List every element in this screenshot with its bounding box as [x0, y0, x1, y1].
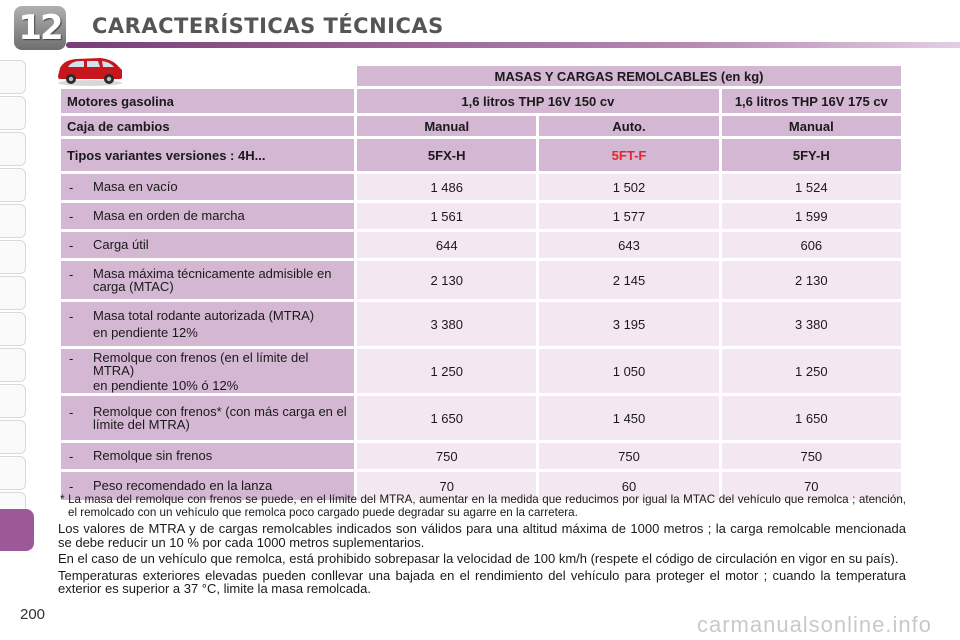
chapter-tab[interactable] — [0, 276, 26, 310]
page-number: 200 — [20, 606, 46, 623]
row-sub-label: en pendiente 12% — [93, 325, 198, 340]
chapter-tab[interactable] — [0, 132, 26, 166]
chapter-tab-active[interactable] — [0, 509, 34, 551]
chapter-tab[interactable] — [0, 420, 26, 454]
gearbox-auto: Auto. — [539, 116, 718, 136]
row-value: 1 450 — [539, 396, 718, 440]
row-value: 606 — [722, 232, 901, 258]
row-value: 1 577 — [539, 203, 718, 229]
row-label-text: Remolque sin frenos — [93, 447, 213, 463]
note-paragraph: Temperaturas exteriores elevadas pueden conllevar una bajada en el rendimiento del vehículo para proteger el motor ; cuando la temperatura exterior es superior a 37 °C, limite la masa remolcada. — [58, 567, 906, 596]
row-label — [61, 174, 354, 200]
row-dash: - — [69, 267, 74, 282]
chapter-tab[interactable] — [0, 348, 26, 382]
row-label-line — [67, 351, 348, 377]
row-value: 3 380 — [357, 302, 536, 346]
note-paragraph: Los valores de MTRA y de cargas remolcables indicados son válidos para una altitud máxima de 1000 metros ; la carga remolcable mencionada se debe reducir un 10 % por cada 1000 metros suplementarios. — [58, 521, 906, 550]
table-row — [61, 174, 901, 200]
notes — [58, 494, 906, 599]
row-label-text: Masa en vacío — [93, 178, 178, 194]
page-title: CARACTERÍSTICAS TÉCNICAS — [92, 14, 444, 38]
engine-150-header: 1,6 litros THP 16V 150 cv — [357, 89, 719, 113]
row-value: 1 250 — [722, 349, 901, 393]
variant-5fx-h: 5FX-H — [357, 139, 536, 171]
row-dash: - — [69, 448, 74, 464]
chapter-tab[interactable] — [0, 60, 26, 94]
footnote: * La masa del remolque con frenos se puede, en el límite del MTRA, aumentar en la medida que reducimos por igual la MTAC del vehículo que remolca ; atención, el remolcado con un vehículo que remolca poco cargado puede degradar su agarre en la carretera. — [60, 493, 906, 519]
gearbox-label: Caja de cambios — [61, 116, 354, 136]
chapter-tab[interactable] — [0, 312, 26, 346]
row-dash: - — [69, 405, 74, 420]
row-dash: - — [69, 478, 74, 494]
table-row — [61, 396, 901, 440]
row-label-line — [67, 267, 348, 293]
row-label-text: Masa total rodante autorizada (MTRA) — [93, 308, 315, 323]
table-row — [61, 302, 901, 346]
row-value: 2 130 — [357, 261, 536, 299]
row-label-text: Remolque con frenos (en el límite del MTRA) — [93, 349, 309, 378]
row-value: 750 — [539, 443, 718, 469]
chapter-tab[interactable] — [0, 168, 26, 202]
row-value: 2 130 — [722, 261, 901, 299]
variants-label: Tipos variantes versiones : 4H... — [61, 139, 354, 171]
chapter-tab[interactable] — [0, 96, 26, 130]
table-row — [61, 203, 901, 229]
chapter-tab[interactable] — [0, 456, 26, 490]
table-title: MASAS Y CARGAS REMOLCABLES (en kg) — [357, 66, 901, 86]
gearbox-manual-2: Manual — [722, 116, 901, 136]
row-label — [61, 302, 354, 346]
row-dash: - — [69, 350, 74, 366]
towing-weights-table — [58, 63, 904, 503]
row-label — [61, 261, 354, 299]
row-value: 643 — [539, 232, 718, 258]
chapter-tab[interactable] — [0, 204, 26, 238]
row-label-line — [67, 309, 348, 324]
table-body — [61, 174, 901, 500]
table-row — [61, 261, 901, 299]
row-label — [61, 232, 354, 258]
gearbox-manual-1: Manual — [357, 116, 536, 136]
row-label-line — [67, 209, 348, 224]
variant-5fy-h: 5FY-H — [722, 139, 901, 171]
row-value: 644 — [357, 232, 536, 258]
row-value: 1 486 — [357, 174, 536, 200]
row-value: 1 650 — [722, 396, 901, 440]
chapter-tab[interactable] — [0, 384, 26, 418]
row-value: 1 050 — [539, 349, 718, 393]
row-label — [61, 396, 354, 440]
row-value: 1 502 — [539, 174, 718, 200]
row-label-text: Peso recomendado en la lanza — [93, 477, 273, 493]
watermark: carmanualsonline.info — [696, 612, 932, 637]
row-sub-label: en pendiente 10% ó 12% — [93, 377, 239, 393]
row-label-text: Masa máxima técnicamente admisible en carga (MTAC) — [93, 266, 332, 294]
row-label-text: Masa en orden de marcha — [93, 207, 245, 223]
row-label-line — [67, 449, 348, 464]
row-value: 2 145 — [539, 261, 718, 299]
row-label-line — [67, 238, 348, 253]
header-rule — [66, 42, 960, 48]
row-value: 3 380 — [722, 302, 901, 346]
row-dash: - — [69, 309, 74, 324]
row-value: 60 — [539, 472, 718, 500]
row-value: 1 250 — [357, 349, 536, 393]
row-value: 1 650 — [357, 396, 536, 440]
chapter-tab-strip — [0, 60, 28, 560]
row-label — [61, 349, 354, 393]
row-value: 1 524 — [722, 174, 901, 200]
row-label — [61, 203, 354, 229]
row-dash: - — [69, 179, 74, 195]
row-label — [61, 443, 354, 469]
row-value: 1 561 — [357, 203, 536, 229]
row-label-line — [67, 180, 348, 195]
row-value: 70 — [722, 472, 901, 500]
row-value: 750 — [357, 443, 536, 469]
chapter-badge: 12 — [14, 6, 66, 50]
engines-label: Motores gasolina — [61, 89, 354, 113]
row-value: 3 195 — [539, 302, 718, 346]
row-label-text: Carga útil — [93, 236, 149, 252]
row-label-line — [67, 479, 348, 494]
row-label-line — [67, 405, 348, 431]
row-value: 1 599 — [722, 203, 901, 229]
table-row — [61, 443, 901, 469]
row-dash: - — [69, 237, 74, 253]
engine-175-header: 1,6 litros THP 16V 175 cv — [722, 89, 901, 113]
note-paragraph: En el caso de un vehículo que remolca, está prohibido sobrepasar la velocidad de 100 km/h (respete el código de circulación en vigor en su país). — [58, 551, 899, 566]
table-row — [61, 232, 901, 258]
chapter-tab[interactable] — [0, 240, 26, 274]
row-label-text: Remolque con frenos* (con más carga en el límite del MTRA) — [93, 404, 347, 432]
variant-5ft-f: 5FT-F — [539, 139, 718, 171]
table-row — [61, 349, 901, 393]
row-dash: - — [69, 208, 74, 224]
row-value: 70 — [357, 472, 536, 500]
row-value: 750 — [722, 443, 901, 469]
